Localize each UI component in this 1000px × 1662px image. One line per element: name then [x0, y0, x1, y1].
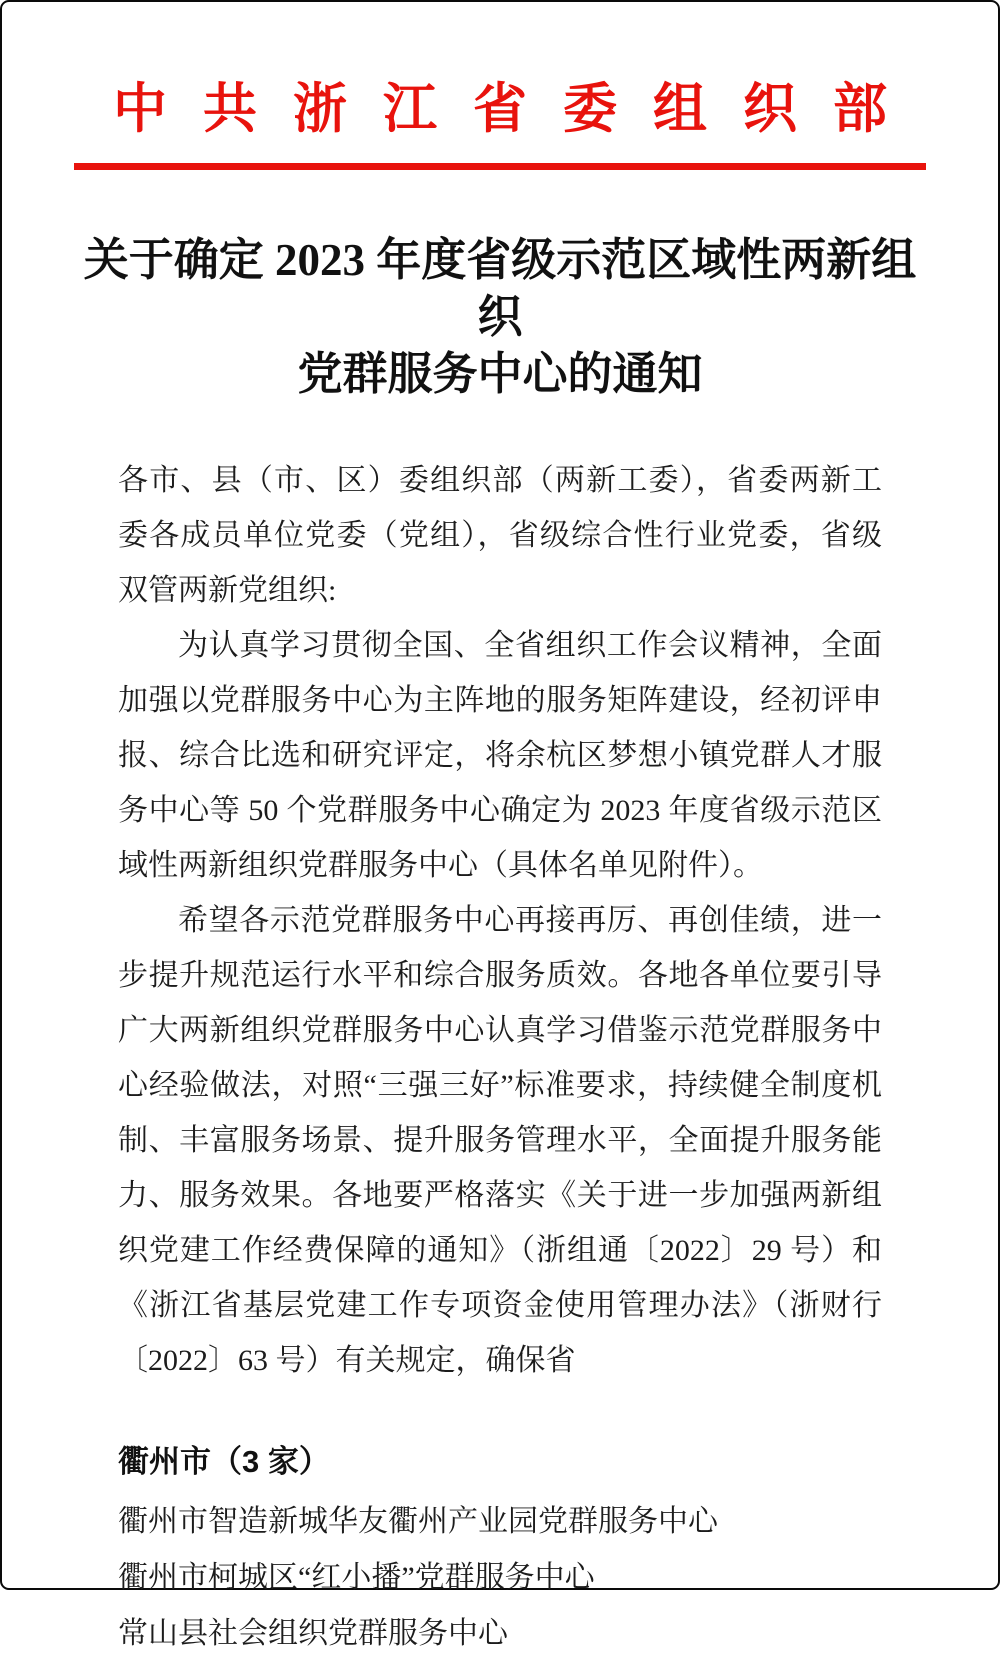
document-title-line2: 党群服务中心的通知: [297, 349, 703, 400]
letterhead: [2, 80, 998, 170]
appendix-quzhou-section: [118, 1442, 882, 1662]
letterhead-red-rule: [74, 163, 926, 170]
city-section-heading: 衢州市（3 家）: [118, 1444, 330, 1480]
center-list-item-2: 衢州市柯城区“红小播”党群服务中心: [118, 1561, 595, 1595]
paragraph-expectations: 希望各示范党群服务中心再接再厉、再创佳绩，进一步提升规范运行水平和综合服务质效。各地各单位要引导广大两新组织党群服务中心认真学习借鉴示范党群服务中心经验做法，对照“三强三好”标准要求，持续健全制度机制、丰富服务场景、提升服务管理水平，全面提升服务能力、服务效果。各地要严格落实《关于进一步加强两新组织党建工作经费保障的通知》（浙组通〔2022〕29 号）和《浙江省基层党建工作专项资金使用管理办法》（浙财行〔2022〕63 号）有关规定，确保省: [118, 904, 882, 1378]
center-list: [118, 1494, 882, 1662]
paragraph-decision: 为认真学习贯彻全国、全省组织工作会议精神，全面加强以党群服务中心为主阵地的服务矩阵建设，经初评申报、综合比选和研究评定，将余杭区梦想小镇党群人才服务中心等 50 个党群服务中心确定为 2023 年度省级示范区域性两新组织党群服务中心（具体名单见附件）。: [118, 629, 882, 883]
document-title-line1: 关于确定 2023 年度省级示范区域性两新组织: [83, 235, 917, 343]
letterhead-org-name: 中共浙江省委组织部: [113, 79, 923, 139]
document-body: [118, 453, 882, 1388]
document-title: [62, 232, 938, 403]
salutation: 各市、县（市、区）委组织部（两新工委），省委两新工委各成员单位党委（党组），省级综合性行业党委，省级双管两新党组织:: [118, 464, 882, 608]
center-list-item-1: 衢州市智造新城华友衢州产业园党群服务中心: [118, 1505, 718, 1539]
center-list-item-3: 常山县社会组织党群服务中心: [118, 1617, 508, 1651]
